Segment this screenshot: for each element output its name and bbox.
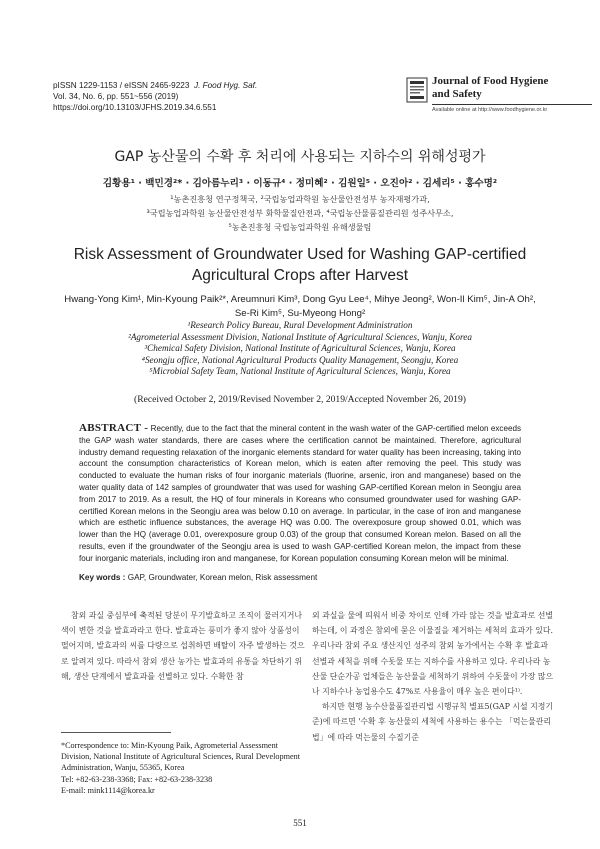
journal-logo-icon bbox=[406, 77, 428, 103]
body-column-left bbox=[61, 608, 307, 684]
keywords bbox=[79, 573, 521, 582]
correspondence-footnote bbox=[61, 740, 307, 796]
journal-logo-box bbox=[406, 75, 596, 135]
footnote-phone: Tel: +82-63-238-3368; Fax: +82-63-238-3238 bbox=[61, 774, 213, 784]
abstract bbox=[79, 423, 521, 565]
journal-website[interactable]: Available online at http://www.foodhygiene.or.kr bbox=[432, 107, 548, 113]
korean-title: GAP 농산물의 수확 후 처리에 사용되는 지하수의 위해성평가 bbox=[114, 149, 486, 165]
journal-title: Journal of Food Hygiene and Safety bbox=[432, 75, 549, 100]
english-affiliation-2: ²Agrometerial Assessment Division, National Institute of Agricultural Sciences, Wanju, Korea bbox=[128, 331, 472, 342]
english-authors: Hwang-Yong Kim¹, Min-Kyoung Paik²*, Areumnuri Kim³, Dong Gyu Lee⁴, Mihye Jeong², Won-Il Kim⁵, Jin-A Oh², Se-Ri Kim⁵, Su-Myeong Hong² bbox=[64, 294, 536, 319]
abstract-label: ABSTRACT - bbox=[79, 422, 149, 434]
keywords-label: Key words : bbox=[79, 573, 126, 582]
doi-link[interactable]: https://doi.org/10.13103/JFHS.2019.34.6.551 bbox=[53, 103, 217, 112]
english-affiliation-4: ⁴Seongju office, National Agricultural Products Quality Management, Seongju, Korea bbox=[141, 354, 459, 365]
english-affiliation-5: ⁵Microbial Safety Team, National Institute of Agricultural Sciences, Wanju, Korea bbox=[149, 366, 451, 377]
page-number: 551 bbox=[293, 818, 307, 828]
received-dates: (Received October 2, 2019/Revised November 2, 2019/Accepted November 26, 2019) bbox=[134, 394, 466, 405]
journal-abbrev: J. Food Hyg. Saf. bbox=[193, 81, 258, 90]
footnote-correspondence: *Correspondence to: Min-Kyoung Paik, Agrometerial Assessment Division, National Institute of Agricultural Sciences, Rural Development Administration, Wanju, 55365, Korea bbox=[61, 741, 300, 773]
journal-meta bbox=[53, 80, 257, 113]
body-paragraph: 하지만 현행 농수산물품질관리법 시행규칙 별표5(GAP 시설 지정기준)에 따르면 '수확 후 농산물의 세척에 사용하는 용수는 「먹는물관리법」에 따라 먹는물의 수질기준 bbox=[312, 702, 554, 742]
volume-line: Vol. 34, No. 6, pp. 551~556 (2019) bbox=[53, 92, 179, 101]
english-title: Risk Assessment of Groundwater Used for Washing GAP-certified Agricultural Crops after Harvest bbox=[73, 246, 527, 284]
footnote-divider bbox=[61, 732, 171, 733]
english-affiliation-3: ³Chemical Safety Division, National Institute of Agricultural Sciences, Wanju, Korea bbox=[144, 343, 456, 354]
english-affiliations bbox=[0, 320, 600, 378]
korean-affiliation-1: ¹농촌진흥청 연구정책국, ²국립농업과학원 농산물안전성부 농자재평가과, bbox=[170, 194, 430, 204]
korean-affiliation-3: ⁵농촌진흥청 국립농업과학원 유해생물팀 bbox=[228, 222, 372, 232]
journal-divider bbox=[432, 104, 592, 105]
korean-authors: 김황용¹ · 백민경²* · 김아름누리³ · 이동규⁴ · 정미혜² · 김원일⁵ · 오진아² · 김세리⁵ · 홍수명² bbox=[102, 178, 498, 189]
body-column-right bbox=[312, 608, 558, 745]
keywords-text: GAP, Groundwater, Korean melon, Risk assessment bbox=[125, 573, 318, 582]
abstract-text: Recently, due to the fact that the mineral content in the wash water of the GAP-certified melon exceeds the GAP wash water standards, there are cases where the certification cannot be maintained. Therefore, agricultural industry demand requesting relaxation of the inorganic elements standard for water quality has been increasing, taking into account the consumption characteristics of Korean melon, which is eaten after removing the peel. This study was conducted to evaluate the human risks of four inorganic materials (fluorine, arsenic, iron and manganese) based on the water quality data of 142 samples of groundwater that was used for washing GAP-certified Korean melon in Seongju area from 2017 to 2019. As a result, the HQ of four minerals in Koreans who consumed groundwater used for washing GAP-certified Korean melons in the Seongju area was below 0.10 on average. In particular, in the case of iron and manganese which are esthetic influence substances, the average HQ was 0.00. The overexposure group showed 0.01, which was lower than the HQ (average 0.01, overexposure group 0.03) of the group that consumed Korean melon. Based on all the results, even if the groundwater of the Seongju area is used to wash GAP-certified Korean melon, the impact from these four inorganic materials, including iron and manganese, for Korean population consuming Korean melon will be minimal. bbox=[79, 424, 522, 563]
english-affiliation-1: ¹Research Policy Bureau, Rural Development Administration bbox=[187, 320, 413, 330]
korean-affiliation-2: ³국립농업과학원 농산물안전성부 화학물질안전과, ⁴국립농산물품질관리원 성주사무소, bbox=[146, 208, 454, 218]
issn-line: pISSN 1229-1153 / eISSN 2465-9223 bbox=[53, 81, 190, 90]
body-paragraph: 외 과실을 물에 띄워서 비중 차이로 인해 가라 않는 것을 발효과로 선별하는데, 이 과정은 참외에 묻은 이물질을 제거하는 세척의 효과가 있다. 우리나라 참외 주요 생산지인 성주의 참외 농가에서는 수확 후 발효과 선별과 세척을 위해 수돗물 또는 지하수를 사용하고 있다. 우리나라 농산물 단순가공 업체들은 농산물을 세척하기 위하여 수돗물이 가장 많으나 지하수나 농업용수도 47%로 사용율이 매우 높은 편이다¹⁾. bbox=[312, 611, 554, 697]
body-paragraph: 참외 과실 중심부에 축적된 당분이 무기발효하고 조직이 물러지거나 색이 변한 것을 발효과라고 한다. 발효과는 풍미가 좋지 않아 상품성이 떨어지며, 발효과의 씨를 다량으로 섭취하면 배탈이 자주 발생하는 것으로 알려져 있다. 따라서 참외 생산 농가는 발효과의 유통을 차단하기 위해, 생산 단계에서 발효과를 선별하고 있다. 수확한 참 bbox=[61, 611, 305, 681]
footnote-email[interactable]: E-mail: mink1114@korea.kr bbox=[61, 785, 155, 795]
